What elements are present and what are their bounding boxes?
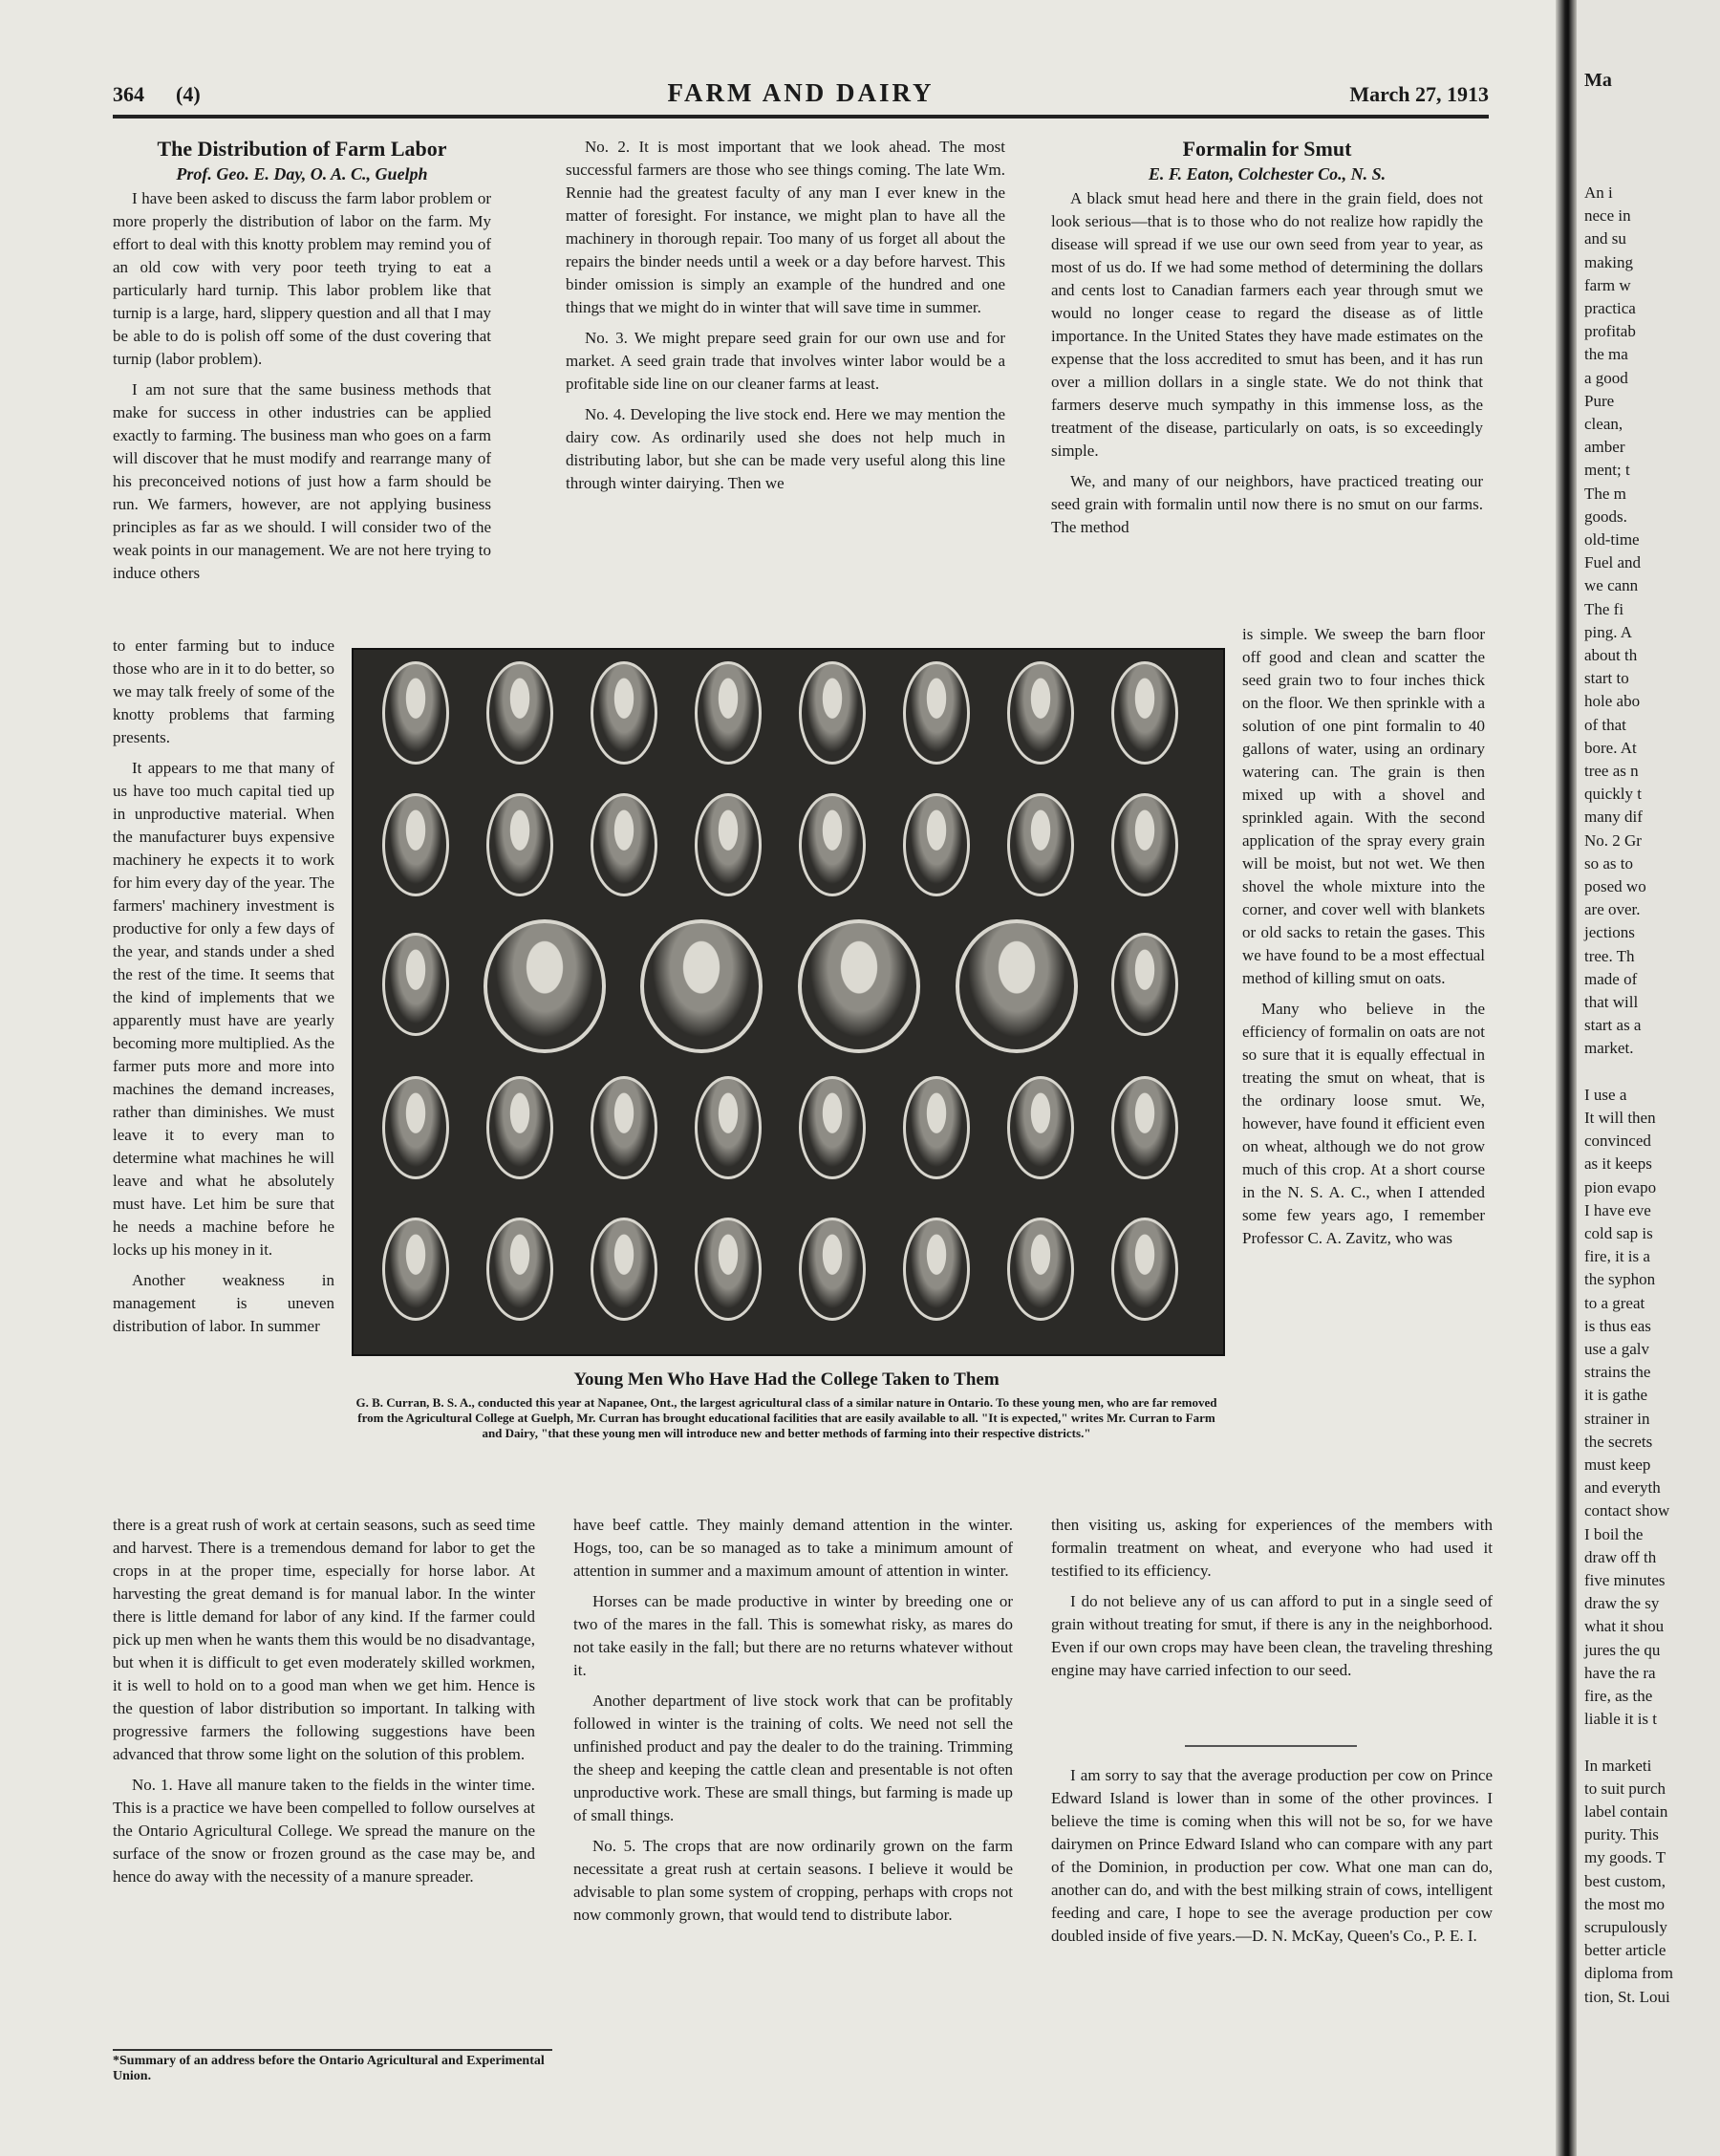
portrait-photo bbox=[799, 793, 866, 896]
portrait-photo bbox=[695, 661, 762, 765]
adjacent-page-line: have the ra bbox=[1584, 1663, 1656, 1682]
article1-narrow-column bbox=[113, 635, 334, 1346]
portrait-photo bbox=[903, 661, 970, 765]
adjacent-page-line: the most mo bbox=[1584, 1894, 1666, 1913]
adjacent-page-line: convinced bbox=[1584, 1132, 1651, 1151]
portrait-photo bbox=[382, 793, 449, 896]
adjacent-page-line: diploma from bbox=[1584, 1964, 1674, 1983]
adjacent-page-header: Ma bbox=[1584, 70, 1612, 91]
issue-date: March 27, 1913 bbox=[1349, 82, 1489, 106]
portrait-photo bbox=[1111, 661, 1178, 765]
adjacent-page-line: pion evapo bbox=[1584, 1177, 1657, 1197]
portrait-photo bbox=[695, 1218, 762, 1321]
article1-paragraph: No. 3. We might prepare seed grain for our own use and for market. A seed grain trade that involves winter labor would be a profitable side line on our cleaner farms at least. bbox=[566, 329, 1005, 393]
article3-paragraph: I am sorry to say that the average production per cow on Prince Edward Island is lower than in some of the other provinces. I believe the time is coming when this will not be so, for we have dairymen on Prince Edward Island who can compare with any part of the Dominion, in production per cow. What one man can do, another can do, and with the best milking strain of cows, intelligent feeding and care, I hope to see the average production per cow doubled inside of five years.—D. N. McKay, Queen's Co., P. E. I. bbox=[1051, 1766, 1493, 1945]
adjacent-page-line: start as a bbox=[1584, 1016, 1642, 1035]
adjacent-page-line: posed wo bbox=[1584, 877, 1646, 895]
adjacent-page-line: hole abo bbox=[1584, 692, 1641, 711]
adjacent-page-line: jections bbox=[1584, 923, 1635, 942]
adjacent-page-line: bore. At bbox=[1584, 738, 1637, 757]
portrait-photo bbox=[486, 793, 553, 896]
adjacent-page-line: I use a bbox=[1584, 1085, 1627, 1104]
article3-column bbox=[1051, 1764, 1493, 1955]
adjacent-page-line: Pure bbox=[1584, 391, 1615, 410]
adjacent-page-line: many dif bbox=[1584, 808, 1643, 827]
portrait-photo bbox=[1111, 793, 1178, 896]
adjacent-page-line: No. 2 Gr bbox=[1584, 830, 1642, 850]
adjacent-page-line: the syphon bbox=[1584, 1270, 1656, 1289]
portrait-photo bbox=[591, 1076, 657, 1179]
page-gutter bbox=[1556, 0, 1577, 2156]
adjacent-page-line: to a great bbox=[1584, 1293, 1645, 1312]
portrait-photo bbox=[382, 661, 449, 765]
adjacent-page-line: quickly t bbox=[1584, 785, 1642, 804]
header-rule bbox=[113, 115, 1489, 119]
adjacent-page-line: market. bbox=[1584, 1039, 1634, 1058]
article2-narrow-column bbox=[1242, 623, 1485, 1258]
adjacent-page-line: so as to bbox=[1584, 853, 1633, 873]
portrait-photo bbox=[1007, 661, 1074, 765]
article1-bottom-column bbox=[113, 1514, 535, 1896]
adjacent-page-line: liable it is t bbox=[1584, 1710, 1658, 1729]
article1-paragraph: Another weakness in management is uneven distribution of labor. In summer bbox=[113, 1271, 334, 1335]
page-number: 364 (4) bbox=[113, 82, 201, 106]
portrait-photo bbox=[695, 793, 762, 896]
article1-title: The Distribution of Farm Labor bbox=[157, 137, 447, 161]
article1-paragraph: No. 1. Have all manure taken to the fields in the winter time. This is a practice we have been compelled to follow ourselves at the Ontario Agricultural College. We spread the manure on the surface of the snow or frozen ground as the case may be, and hence do away with the necessity of a manure spreader. bbox=[113, 1776, 535, 1886]
masthead-title: FARM AND DAIRY bbox=[667, 78, 935, 107]
article1-continued-bottom bbox=[573, 1514, 1013, 1934]
portrait-photo bbox=[591, 661, 657, 765]
article2-paragraph: is simple. We sweep the barn floor off good and clean and scatter the seed grain two to four inches thick on the floor. We then sprinkle with a solution of one pint formalin to 40 gallons of water, using an ordinary watering can. The grain is then mixed up with a shovel and sprinkled again. With the second application of the spray every grain will be moist, but not wet. We then shovel the whole mixture into the corner, and cover well with blankets or old sacks to retain the gases. This we have found to be a most effectual method of killing smut on oats. bbox=[1242, 625, 1485, 987]
adjacent-page-line: ping. A bbox=[1584, 622, 1633, 641]
adjacent-page-line: use a galv bbox=[1584, 1340, 1649, 1358]
article1-paragraph: Horses can be made productive in winter by breeding one or two of the mares in the fall. This is somewhat risky, as mares do not take easily in the fall; but there are no returns whatever without it. bbox=[573, 1592, 1013, 1679]
adjacent-page-line: ment; t bbox=[1584, 461, 1630, 480]
adjacent-page-line: better article bbox=[1584, 1941, 1666, 1960]
adjacent-page-line: The fi bbox=[1584, 599, 1624, 618]
adjacent-page-line: and everyth bbox=[1584, 1478, 1661, 1498]
adjacent-page-line: goods. bbox=[1584, 507, 1627, 526]
article1-footnote: *Summary of an address before the Ontario Agricultural and Experimental Union. bbox=[113, 2049, 552, 2084]
adjacent-page-line: cold sap is bbox=[1584, 1224, 1653, 1242]
article1-paragraph: No. 5. The crops that are now ordinarily grown on the farm necessitate a great rush at certain seasons. I believe it would be advisable to plan some system of cropping, perhaps with crops not now commonly grown, that would tend to distribute labor. bbox=[573, 1837, 1013, 1924]
adjacent-page-line: it is gathe bbox=[1584, 1386, 1648, 1405]
adjacent-page-line: tree as n bbox=[1584, 762, 1639, 780]
adjacent-page-line: the secrets bbox=[1584, 1432, 1653, 1451]
adjacent-page-line: I boil the bbox=[1584, 1524, 1644, 1543]
portrait-photo bbox=[1007, 1076, 1074, 1179]
portrait-photo bbox=[799, 1076, 866, 1179]
adjacent-page-line: must keep bbox=[1584, 1455, 1651, 1474]
adjacent-page-line: It will then bbox=[1584, 1109, 1656, 1127]
adjacent-page-line: draw the sy bbox=[1584, 1594, 1660, 1613]
article1-paragraph: to enter farming but to induce those who are in it to do better, so we may talk freely of some of the knotty problems that farming presents. bbox=[113, 636, 334, 746]
adjacent-page-line: five minutes bbox=[1584, 1571, 1666, 1589]
article-divider bbox=[1185, 1745, 1357, 1747]
portrait-photo bbox=[382, 933, 449, 1036]
adjacent-page-line: purity. This bbox=[1584, 1825, 1659, 1844]
article1-paragraph: have beef cattle. They mainly demand attention in the winter. Hogs, too, can be so managed as to take a minimum amount of attention in summer and a maximum amount of attention in winter. bbox=[573, 1516, 1013, 1580]
article1-paragraph: It appears to me that many of us have too much capital tied up in unproductive material. When the manufacturer buys expensive machinery he expects it to work for him every day of the year. The farmers' machinery investment is productive for only a few days of the year, and stands under a shed the rest of the time. It seems that the kind of implements that we apparently must have are yearly becoming more multiplied. As the farmer puts more and more into machines the demand increases, rather than diminishes. We must leave it to every man to determine what machines he will leave and what he absolutely must have. Let him be sure that he needs a machine before he locks up his money in it. bbox=[113, 759, 334, 1259]
article1-paragraph: I am not sure that the same business methods that make for success in other industries can be applied exactly to farming. The business man who goes on a farm will discover that he must modify and rearrange many of his preconceived notions of just how a farm should be run. We farmers, however, are not applying business principles as far as we should. I will consider two of the weak points in our management. We are not here trying to induce others bbox=[113, 380, 491, 582]
adjacent-page-line: are over. bbox=[1584, 900, 1641, 919]
photo-caption bbox=[352, 1369, 1221, 1441]
portrait-photo bbox=[382, 1076, 449, 1179]
portrait-photo bbox=[1111, 1218, 1178, 1321]
article2-column bbox=[1051, 136, 1483, 547]
adjacent-page-fragment bbox=[1577, 0, 1720, 2156]
portrait-photo bbox=[486, 1218, 553, 1321]
article2-byline: E. F. Eaton, Colchester Co., N. S. bbox=[1148, 164, 1387, 183]
adjacent-page-line: fire, it is a bbox=[1584, 1247, 1650, 1266]
article2-paragraph: I do not believe any of us can afford to put in a single seed of grain without treating for smut, if there is any in the neighborhood. Even if our own crops may have been clean, the traveling threshing engine may have carried infection to our seed. bbox=[1051, 1592, 1493, 1679]
adjacent-page-line: I have eve bbox=[1584, 1200, 1651, 1219]
page-header bbox=[113, 78, 1489, 117]
article1-column bbox=[113, 136, 491, 593]
article2-bottom-column bbox=[1051, 1514, 1493, 1690]
adjacent-page-line: nece in bbox=[1584, 206, 1631, 226]
portrait-photo bbox=[486, 661, 553, 765]
article2-paragraph: A black smut head here and there in the grain field, does not look serious—that is to those who do not realize how rapidly the disease will spread if we use our own seed from year to year, as most of us do. If we had some method of determining the dollars and cents lost to Canadian farmers each year through smut we would no longer cease to regard the disease as of little importance. In the United States they have made estimates on the expense that the loss accredited to smut has been, and it has run over a million dollars in a single state. We do not think that farmers deserve much sympathy in this immense loss, as the treatment of the disease, particularly on oats, is so exceedingly simple. bbox=[1051, 189, 1483, 460]
portrait-photo bbox=[1111, 1076, 1178, 1179]
adjacent-page-line: practica bbox=[1584, 299, 1636, 317]
adjacent-page-line: as it keeps bbox=[1584, 1154, 1652, 1174]
instructor-portrait bbox=[956, 919, 1078, 1053]
adjacent-page-line: clean, bbox=[1584, 415, 1623, 433]
adjacent-page-line: tree. Th bbox=[1584, 946, 1635, 965]
portrait-photo bbox=[903, 793, 970, 896]
portrait-photo bbox=[799, 1218, 866, 1321]
article1-paragraph: there is a great rush of work at certain seasons, such as seed time and harvest. There is a tremendous demand for labor to get the crops in at the proper time, especially for horse labor. At harvesting the great demand is for manual labor. In the winter there is little demand for labor of any kind. If the farmer could pick up men when he wants them this would be no disadvantage, but when it is difficult to get even moderately skilled workmen, it is well to hold on to a good man when we get him. Hence is the question of labor distribution so important. In talking with progressive farmers the following suggestions have been advanced that throw some light on the solution of this problem. bbox=[113, 1516, 535, 1763]
instructor-portrait bbox=[640, 919, 763, 1053]
portrait-photo bbox=[1111, 933, 1178, 1036]
article2-paragraph: Many who believe in the efficiency of formalin on oats are not so sure that it is equally effectual in treating the smut on wheat, that is the ordinary loose smut. We, however, have found it efficient even on wheat, although we do not grow much of this crop. At a short course in the N. S. A. C., when I attended some few years ago, I remember Professor C. A. Zavitz, who was bbox=[1242, 1000, 1485, 1247]
portrait-photo bbox=[591, 793, 657, 896]
adjacent-page-line: The m bbox=[1584, 484, 1626, 503]
adjacent-page-line: profitab bbox=[1584, 322, 1636, 341]
adjacent-page-line: start to bbox=[1584, 669, 1629, 688]
adjacent-page-line: In marketi bbox=[1584, 1756, 1652, 1775]
adjacent-page-line: about th bbox=[1584, 646, 1638, 664]
adjacent-page-line: a good bbox=[1584, 368, 1628, 387]
adjacent-page-line: to suit purch bbox=[1584, 1779, 1666, 1798]
adjacent-page-line: farm w bbox=[1584, 275, 1631, 294]
adjacent-page-line: that will bbox=[1584, 993, 1639, 1011]
article1-paragraph: Another department of live stock work that can be profitably followed in winter is the training of colts. We need not sell the unfinished product and pay the dealer to do the training. Trimming the sheep and keeping the cattle clean and presentable is not often unproductive work. These are small things, but farming is made up of small things. bbox=[573, 1692, 1013, 1824]
article2-paragraph: then visiting us, asking for experiences of the members with formalin treatment on wheat, and everyone who had used it testified to its efficiency. bbox=[1051, 1516, 1493, 1580]
portrait-photo bbox=[799, 661, 866, 765]
caption-title: Young Men Who Have Had the College Taken to Them bbox=[573, 1369, 1000, 1390]
portrait-photo bbox=[486, 1076, 553, 1179]
instructor-portrait bbox=[484, 919, 606, 1053]
adjacent-page-line: draw off th bbox=[1584, 1547, 1657, 1566]
class-photograph bbox=[352, 648, 1225, 1356]
adjacent-page-line: contact show bbox=[1584, 1501, 1670, 1520]
caption-text: G. B. Curran, B. S. A., conducted this year at Napanee, Ont., the largest agricultural class of a similar nature in Ontario. To these young men, who are far removed from the Agricultural College at Guelph, Mr. Curran has brought educational facilities that are easily available to all. "It is expected," writes Mr. Curran to Farm and Dairy, "that these young men will introduce new and better methods of farming into their respective districts." bbox=[355, 1395, 1217, 1440]
adjacent-page-line: amber bbox=[1584, 438, 1625, 457]
adjacent-page-line: made of bbox=[1584, 969, 1638, 988]
adjacent-page-line: strainer in bbox=[1584, 1409, 1650, 1428]
article2-paragraph: We, and many of our neighbors, have practiced treating our seed grain with formalin until now there is no smut on our farms. The method bbox=[1051, 472, 1483, 536]
portrait-photo bbox=[1007, 793, 1074, 896]
adjacent-page-line: of that bbox=[1584, 715, 1626, 734]
article1-paragraph: I have been asked to discuss the farm labor problem or more properly the distribution of labor on the farm. My effort to deal with this knotty problem may remind you of an old cow with very poor teeth trying to eat a particularly hard turnip. This labor problem like that turnip is a large, hard, slippery question and all that I may be able to do is polish off some of the dust covering that turnip (labor problem). bbox=[113, 189, 491, 368]
adjacent-page-line: scrupulously bbox=[1584, 1918, 1667, 1936]
adjacent-page-line: is thus eas bbox=[1584, 1316, 1651, 1335]
adjacent-page-line: fire, as the bbox=[1584, 1687, 1653, 1705]
portrait-photo bbox=[903, 1218, 970, 1321]
adjacent-page-line: making bbox=[1584, 252, 1633, 271]
adjacent-page-line: Fuel and bbox=[1584, 553, 1642, 572]
adjacent-page-line: the ma bbox=[1584, 345, 1628, 364]
adjacent-page-line: label contain bbox=[1584, 1802, 1668, 1821]
portrait-photo bbox=[903, 1076, 970, 1179]
article2-title: Formalin for Smut bbox=[1182, 137, 1352, 161]
portrait-photo bbox=[591, 1218, 657, 1321]
article1-continued-column bbox=[566, 136, 1005, 503]
adjacent-page-line: my goods. T bbox=[1584, 1848, 1666, 1867]
adjacent-page-line: what it shou bbox=[1584, 1617, 1665, 1636]
article1-paragraph: No. 4. Developing the live stock end. Here we may mention the dairy cow. As ordinarily used she does not help much in distributing labor, but she can be made very useful along this line through winter dairying. Then we bbox=[566, 405, 1005, 492]
adjacent-page-line: and su bbox=[1584, 229, 1626, 248]
adjacent-page-line: An i bbox=[1584, 183, 1613, 202]
adjacent-page-line: tion, St. Loui bbox=[1584, 1987, 1670, 2006]
portrait-photo bbox=[382, 1218, 449, 1321]
instructor-portrait bbox=[798, 919, 920, 1053]
adjacent-page-line: old-time bbox=[1584, 530, 1640, 549]
adjacent-page-line: strains the bbox=[1584, 1363, 1651, 1382]
adjacent-page-line: we cann bbox=[1584, 576, 1639, 595]
article1-paragraph: No. 2. It is most important that we look ahead. The most successful farmers are those who see things coming. The late Wm. Rennie had the greatest faculty of any man I ever knew in the matter of foresight. For instance, we might plan to have all the machinery in thorough repair. Too many of us forget all about the repairs the binder needs until a week or a day before harvest. This binder omission is simply an example of the hundred and one things that we might do in winter that will save time in summer. bbox=[566, 138, 1005, 316]
portrait-photo bbox=[695, 1076, 762, 1179]
article1-byline: Prof. Geo. E. Day, O. A. C., Guelph bbox=[176, 164, 428, 183]
portrait-photo bbox=[1007, 1218, 1074, 1321]
adjacent-page-line: best custom, bbox=[1584, 1871, 1666, 1890]
section-number: (4) bbox=[176, 82, 201, 106]
adjacent-page-line: jures the qu bbox=[1584, 1640, 1661, 1659]
